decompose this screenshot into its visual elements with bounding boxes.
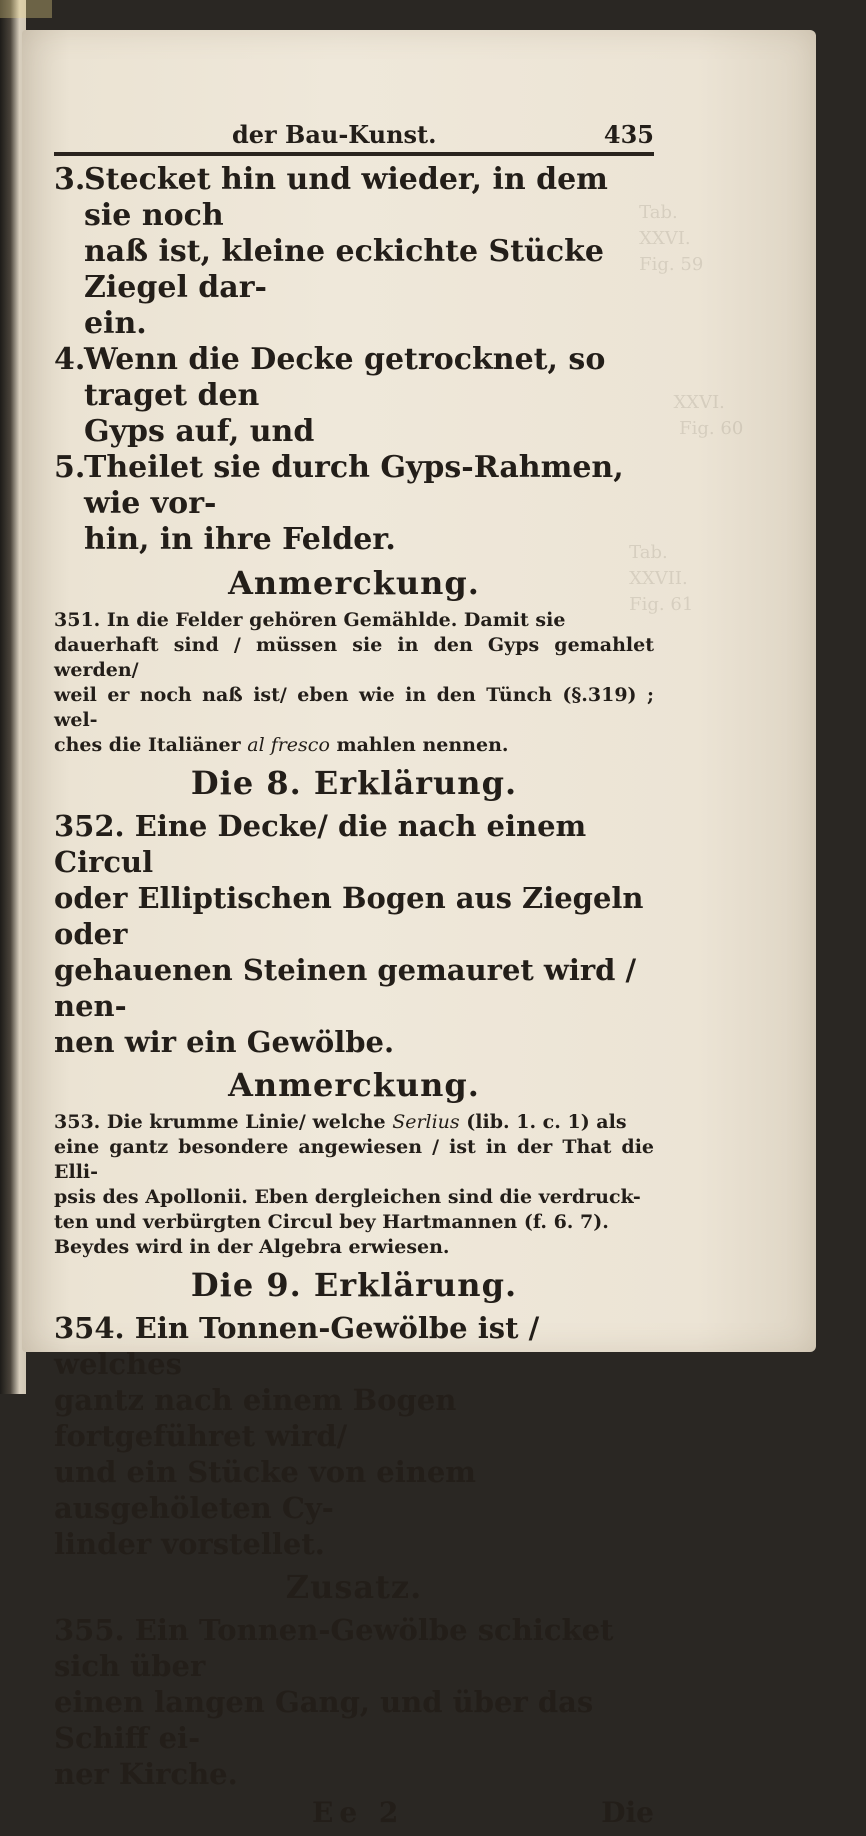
paragraph-line: nen wir ein Gewölbe. <box>54 1025 395 1059</box>
definition-paragraph <box>54 808 654 1060</box>
page-number: 435 <box>603 120 654 149</box>
bleed-through-text-3: Tab. XXVII. Fig. 61 <box>629 542 694 615</box>
section-heading: Zusatz. <box>285 1568 423 1606</box>
italic-term: Serlius <box>392 1111 460 1133</box>
header-rule <box>54 152 654 156</box>
paragraph-line: und ein Stücke von einem ausgehöleten Cy- <box>54 1455 476 1525</box>
running-title: der Bau-Kunst. <box>232 120 437 149</box>
list-item-line: naß ist, kleine eckichte Stücke Ziegel dar- <box>84 234 605 305</box>
book-page <box>22 30 816 1829</box>
note-line: 351. In die Felder gehören Gemählde. Damit sie <box>54 609 566 631</box>
catchword: Die <box>601 1796 654 1829</box>
list-item-line: hin, in ihre Felder. <box>84 522 396 557</box>
section-heading: Anmerckung. <box>228 1066 480 1104</box>
paragraph-line: 352. Eine Decke/ die nach einem Circul <box>54 809 587 879</box>
section-heading: Anmerckung. <box>228 564 480 602</box>
signature-mark: Ee 2 <box>312 1796 405 1829</box>
section-heading: Die 8. Erklärung. <box>190 764 518 802</box>
list-item-number: 5. <box>54 450 86 485</box>
running-header <box>54 112 654 152</box>
list-item-line: Stecket hin und wieder, in dem sie noch <box>84 162 608 233</box>
italic-term: al fresco <box>247 734 330 756</box>
paragraph-line: einen langen Gang, und über das Schiff ei- <box>54 1685 594 1755</box>
list-item-line: Gyps auf, und <box>84 414 315 449</box>
note-line: dauerhaft sind / müssen sie in den Gyps gemahlet werden/ <box>54 634 654 681</box>
bleed-through-text: Tab. XXVI. Fig. 59 <box>639 202 704 275</box>
paragraph-line: gantz nach einem Bogen fortgeführet wird/ <box>54 1383 457 1453</box>
page-footer <box>54 1796 654 1836</box>
list-item-line: Wenn die Decke getrocknet, so traget den <box>84 342 606 413</box>
note-paragraph <box>54 608 654 758</box>
paragraph-line: linder vorstellet. <box>54 1527 325 1561</box>
paragraph-line: 354. Ein Tonnen-Gewölbe ist / welches <box>54 1311 540 1381</box>
paragraph-line: oder Elliptischen Bogen aus Ziegeln oder <box>54 881 644 951</box>
paragraph-line: 355. Ein Tonnen-Gewölbe schicket sich über <box>54 1613 614 1683</box>
note-line: ches die Italiäner <box>54 734 248 756</box>
note-line: weil er noch naß ist/ eben wie in den Tünch (§.319) ; wel- <box>54 684 654 731</box>
list-item-line: Theilet sie durch Gyps-Rahmen, wie vor- <box>84 450 624 521</box>
list-item <box>54 342 654 450</box>
list-item-number: 4. <box>54 342 86 377</box>
section-heading: Die 9. Erklärung. <box>190 1266 518 1304</box>
note-line: Beydes wird in der Algebra erwiesen. <box>54 1236 450 1258</box>
list-item <box>54 162 654 342</box>
note-line-tail: (lib. 1. c. 1) als <box>459 1111 627 1133</box>
corollary-paragraph <box>54 1612 654 1792</box>
note-line: eine gantz besondere angewiesen / ist in der That die Elli- <box>54 1136 654 1183</box>
list-item <box>54 450 654 558</box>
note-paragraph <box>54 1110 654 1260</box>
list-item-number: 3. <box>54 162 86 197</box>
bleed-through-text-2: XXVI. Fig. 60 <box>673 392 744 439</box>
page-text-block <box>54 112 654 1836</box>
note-line: 353. Die krumme Linie/ welche <box>54 1111 393 1133</box>
definition-paragraph <box>54 1310 654 1562</box>
paragraph-line: ner Kirche. <box>54 1757 238 1791</box>
paragraph-line: gehauenen Steinen gemauret wird / nen- <box>54 953 637 1023</box>
note-line-tail: mahlen nennen. <box>329 734 509 756</box>
note-line: psis des Apollonii. Eben dergleichen sind die verdruck- <box>54 1186 641 1208</box>
note-line: ten und verbürgten Circul bey Hartmannen (f. 6. 7). <box>54 1211 609 1233</box>
list-item-line: ein. <box>84 306 147 341</box>
